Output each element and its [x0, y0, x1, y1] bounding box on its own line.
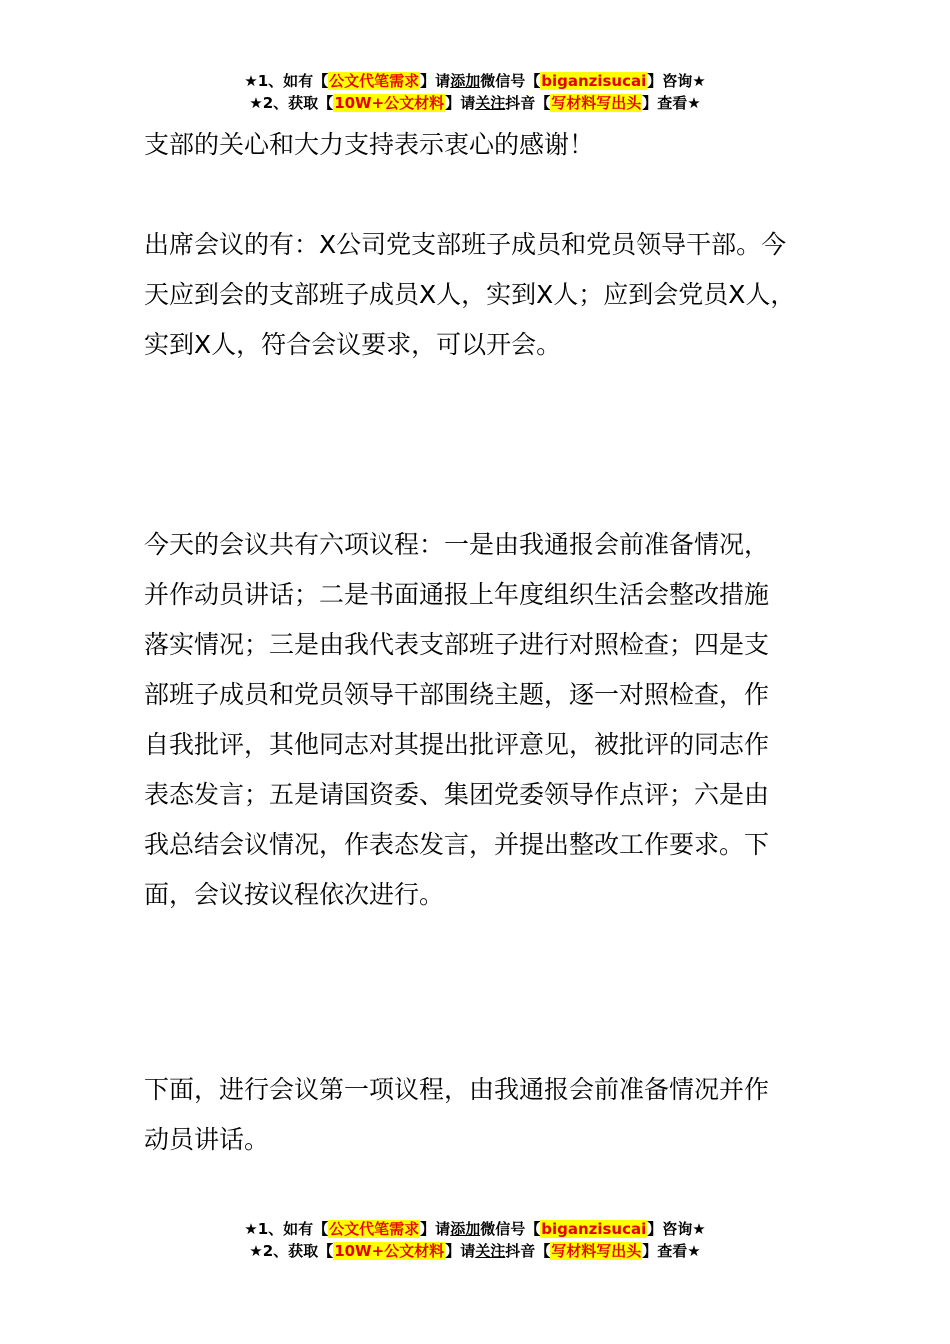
text-line: 我总结会议情况，作表态发言，并提出整改工作要求。下 [144, 830, 770, 859]
text-line: 动员讲话。 [144, 1125, 270, 1154]
text-line: 落实情况；三是由我代表支部班子进行对照检查；四是支 [144, 630, 770, 659]
banner-highlight-service: 公文代笔需求 [329, 72, 420, 90]
banner-line-2: ★2、获取【10W+公文材料】请关注抖音【写材料写出头】查看★ [249, 1242, 701, 1260]
text-line: 部班子成员和党员领导干部围绕主题，逐一对照检查，作 [144, 680, 770, 709]
text-line: 天应到会的支部班子成员X人，实到X人；应到会党员X人， [144, 280, 796, 309]
paragraph-thanks [144, 120, 844, 170]
text-line: 面，会议按议程依次进行。 [144, 880, 445, 909]
text-line: 下面，进行会议第一项议程，由我通报会前准备情况并作 [144, 1075, 770, 1104]
banner-line-1: ★1、如有【公文代笔需求】请添加微信号【biganzisucai】咨询★ [244, 1220, 706, 1238]
banner-highlight-wechat: biganzisucai [541, 1220, 647, 1238]
text-line: 实到X人，符合会议要求，可以开会。 [144, 330, 562, 359]
banner-highlight-materials: 10W+公文材料 [334, 94, 445, 112]
paragraph-agenda [144, 520, 844, 920]
paragraph-first-item [144, 1065, 844, 1165]
text-line: 自我批评，其他同志对其提出批评意见，被批评的同志作 [144, 730, 770, 759]
banner-highlight-douyin: 写材料写出头 [551, 1242, 642, 1260]
banner-highlight-materials: 10W+公文材料 [334, 1242, 445, 1260]
footer-banner [0, 1218, 950, 1262]
paragraph-attendance [144, 220, 844, 370]
text-line: 支部的关心和大力支持表示衷心的感谢！ [144, 130, 595, 159]
banner-line-1: ★1、如有【公文代笔需求】请添加微信号【biganzisucai】咨询★ [244, 72, 706, 90]
banner-highlight-wechat: biganzisucai [541, 72, 647, 90]
banner-highlight-service: 公文代笔需求 [329, 1220, 420, 1238]
banner-line-2: ★2、获取【10W+公文材料】请关注抖音【写材料写出头】查看★ [249, 94, 701, 112]
text-line: 今天的会议共有六项议程：一是由我通报会前准备情况， [144, 530, 770, 559]
text-line: 表态发言；五是请国资委、集团党委领导作点评；六是由 [144, 780, 770, 809]
text-line: 出席会议的有：X公司党支部班子成员和党员领导干部。今 [144, 230, 787, 259]
header-banner [0, 70, 950, 114]
text-line: 并作动员讲话；二是书面通报上年度组织生活会整改措施 [144, 580, 770, 609]
banner-highlight-douyin: 写材料写出头 [551, 94, 642, 112]
